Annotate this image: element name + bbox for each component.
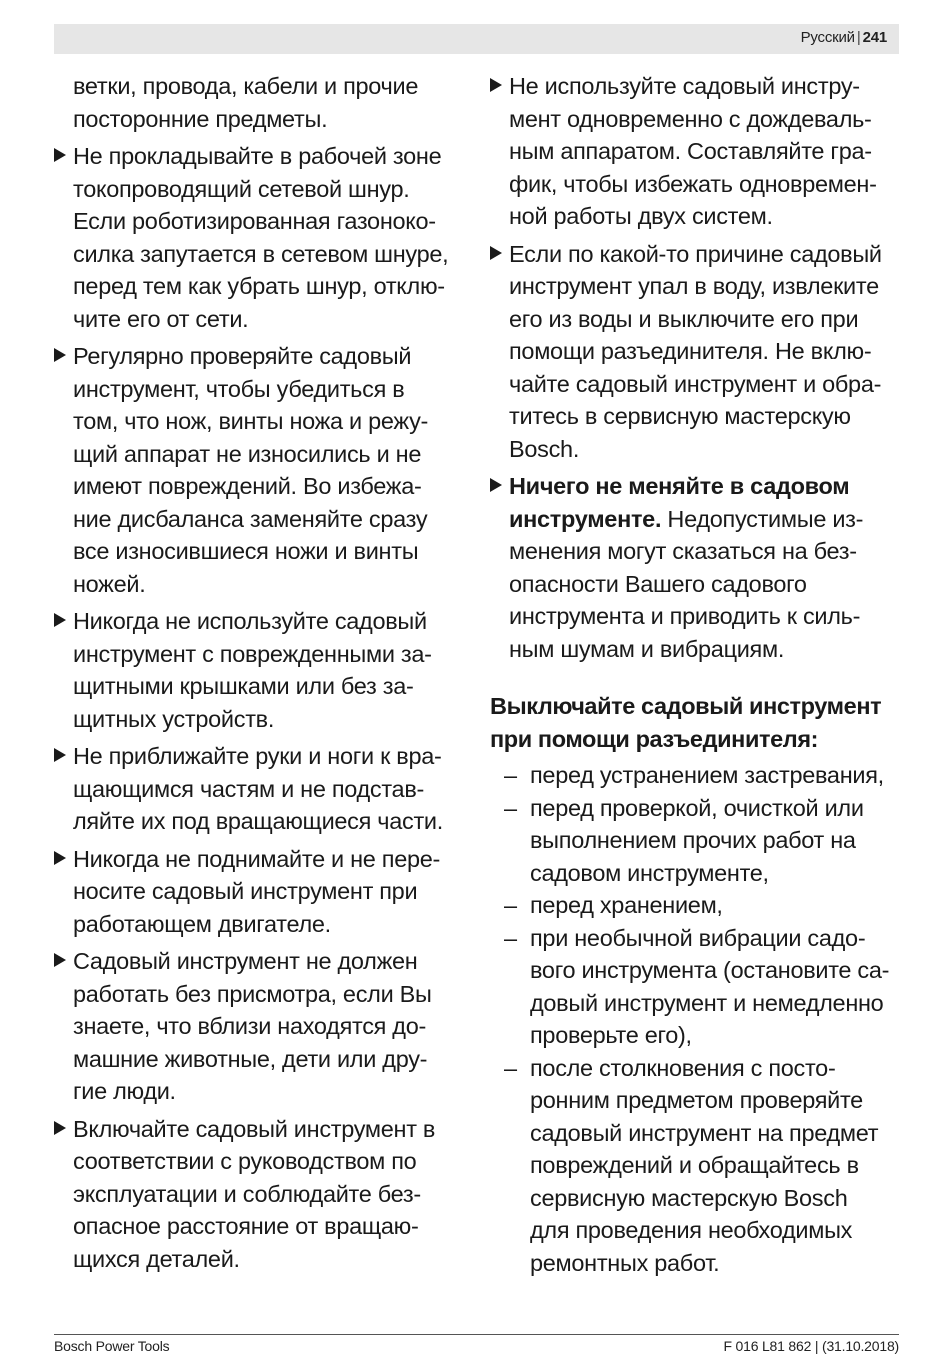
text-line: инструмент с поврежденными за-: [73, 640, 432, 667]
text-line: Садовый инструмент не должен: [73, 948, 418, 974]
safety-item: [54, 843, 464, 941]
dash-symbol: –: [504, 794, 517, 821]
dash-list-item: [490, 922, 902, 1052]
bullet-triangle-icon: [54, 348, 66, 362]
text-line: сервисную мастерскую Bosch: [530, 1184, 848, 1211]
text-line: щий аппарат не износились и не: [73, 440, 422, 467]
safety-item-bold: [490, 470, 902, 665]
text-line: выполнением прочих работ на: [530, 827, 856, 853]
text-line: Bosch.: [509, 435, 580, 462]
bullet-triangle-icon: [54, 748, 66, 762]
bullet-triangle-icon: [54, 953, 66, 967]
safety-item: [54, 1113, 464, 1276]
text-line: работающем двигателе.: [73, 910, 331, 937]
text-line: опасности Вашего садового: [509, 570, 807, 597]
text-line: машние животные, дети или дру-: [73, 1045, 428, 1072]
text-line: Не приближайте руки и ноги к вра-: [73, 743, 442, 769]
text-line: щихся деталей.: [73, 1245, 240, 1272]
bold-line: Ничего не меняйте в садовом: [509, 473, 850, 499]
section-heading: [490, 690, 902, 755]
bullet-triangle-icon: [54, 613, 66, 627]
bold-phrase: инструменте.: [509, 505, 662, 532]
dash-symbol: –: [504, 762, 517, 788]
page-header: [54, 24, 899, 54]
dash-list-item: [490, 759, 902, 792]
text-line: после столкновения с посто-: [530, 1054, 836, 1081]
text-line: мент одновременно с дождеваль-: [509, 105, 872, 132]
text-line: Если по какой-то причине садовый: [509, 240, 882, 267]
text-line: инструмент, чтобы убедиться в: [73, 375, 405, 402]
text-line: щающимся частям и не подстав-: [73, 775, 425, 802]
text-line: Никогда не поднимайте и не пере-: [73, 845, 441, 872]
bullet-triangle-icon: [54, 851, 66, 865]
safety-item: [54, 605, 464, 735]
text-line: титесь в сервисную мастерскую: [509, 403, 851, 429]
footer-divider: [54, 1334, 899, 1335]
text-line: [509, 503, 902, 536]
footer-brand: Bosch Power Tools: [54, 1338, 170, 1354]
bullet-triangle-icon: [490, 478, 502, 492]
text-line: гие люди.: [73, 1078, 176, 1104]
header-separator: |: [856, 29, 861, 46]
bullet-triangle-icon: [490, 246, 502, 260]
safety-item: [490, 70, 902, 233]
text-line: перед устранением застревания,: [530, 762, 884, 788]
dash-symbol: –: [504, 892, 517, 918]
text-line: ным шумам и вибрациям.: [509, 635, 785, 662]
right-column: [490, 70, 902, 1279]
safety-item: [54, 140, 464, 335]
text-line: эксплуатации и соблюдайте без-: [73, 1180, 421, 1207]
text-line: ножей.: [73, 570, 146, 597]
text-line: опасное расстояние от вращаю-: [73, 1213, 419, 1239]
text-line: том, что нож, винты ножа и режу-: [73, 408, 429, 434]
text-line: имеют повреждений. Во избежа-: [73, 473, 422, 499]
text-line: ляйте их под вращающиеся части.: [73, 808, 443, 834]
safety-item: [54, 945, 464, 1108]
dash-symbol: –: [504, 1054, 517, 1081]
heading-line: при помощи разъединителя:: [490, 725, 819, 752]
text-line: чите его от сети.: [73, 305, 249, 332]
text-line: при необычной вибрации садо-: [530, 924, 866, 951]
text-line: работать без присмотра, если Вы: [73, 980, 432, 1007]
text-line: ронним предметом проверяйте: [530, 1087, 863, 1113]
text-line: Не прокладывайте в рабочей зоне: [73, 143, 442, 169]
text-line: ной работы двух систем.: [509, 203, 773, 229]
text-line: Не используйте садовый инстру-: [509, 73, 860, 99]
text-line: Если роботизированная газоноко-: [73, 208, 436, 234]
text-line: менения могут сказаться на без-: [509, 538, 857, 564]
bullet-triangle-icon: [490, 78, 502, 92]
dash-list-item: [490, 1052, 902, 1280]
dash-list-item: [490, 889, 902, 922]
text-line: повреждений и обращайтесь в: [530, 1152, 859, 1178]
bullet-triangle-icon: [54, 148, 66, 162]
text-line: посторонние предметы.: [73, 105, 328, 132]
footer-document-id: F 016 L81 862 | (31.10.2018): [723, 1338, 899, 1354]
text-line: инструмент упал в воду, извлеките: [509, 273, 879, 299]
text-line: перед хранением,: [530, 892, 723, 918]
heading-line: Выключайте садовый инструмент: [490, 693, 882, 719]
text-line: силка запутается в сетевом шнуре,: [73, 240, 449, 267]
text-line: инструмента и приводить к силь-: [509, 603, 861, 629]
safety-item: [490, 238, 902, 466]
continued-item: [54, 70, 464, 135]
text-line: проверьте его),: [530, 1022, 692, 1048]
text-line: соответствии с руководством по: [73, 1148, 417, 1174]
text-line: фик, чтобы избежать одновремен-: [509, 170, 877, 197]
safety-item: [54, 740, 464, 838]
text-line: знаете, что вблизи находятся до-: [73, 1013, 427, 1039]
text-line: токопроводящий сетевой шнур.: [73, 175, 410, 202]
header-language: Русский: [800, 29, 855, 46]
bullet-triangle-icon: [54, 1121, 66, 1135]
text-line: для проведения необходимых: [530, 1217, 853, 1243]
text-line: садовом инструменте,: [530, 859, 769, 886]
text-line: ветки, провода, кабели и прочие: [73, 73, 419, 99]
text-line: вого инструмента (остановите са-: [530, 957, 890, 983]
text-line: перед тем как убрать шнур, отклю-: [73, 273, 445, 299]
text-line: Никогда не используйте садовый: [73, 608, 427, 634]
dash-list-item: [490, 792, 902, 890]
dash-symbol: –: [504, 924, 517, 951]
text-line: носите садовый инструмент при: [73, 878, 418, 904]
text-line: помощи разъединителя. Не вклю-: [509, 338, 872, 364]
text-line: щитными крышками или без за-: [73, 673, 414, 699]
text-line: ным аппаратом. Составляйте гра-: [509, 138, 872, 164]
text-line: Регулярно проверяйте садовый: [73, 343, 412, 369]
text-line: все износившиеся ножи и винты: [73, 538, 419, 564]
left-column: [54, 70, 464, 1280]
text-line: Включайте садовый инструмент в: [73, 1115, 436, 1142]
text-line: садовый инструмент на предмет: [530, 1119, 879, 1146]
text-phrase: Недопустимые из-: [661, 505, 864, 532]
text-line: довый инструмент и немедленно: [530, 989, 884, 1016]
text-line: перед проверкой, очисткой или: [530, 794, 864, 821]
text-line: чайте садовый инструмент и обра-: [509, 370, 882, 397]
text-line: ние дисбаланса заменяйте сразу: [73, 505, 428, 532]
safety-item: [54, 340, 464, 600]
text-line: щитных устройств.: [73, 705, 275, 732]
page-number: 241: [862, 29, 887, 46]
text-line: ремонтных работ.: [530, 1249, 720, 1276]
text-line: его из воды и выключите его при: [509, 305, 859, 332]
header-label: [801, 29, 887, 46]
